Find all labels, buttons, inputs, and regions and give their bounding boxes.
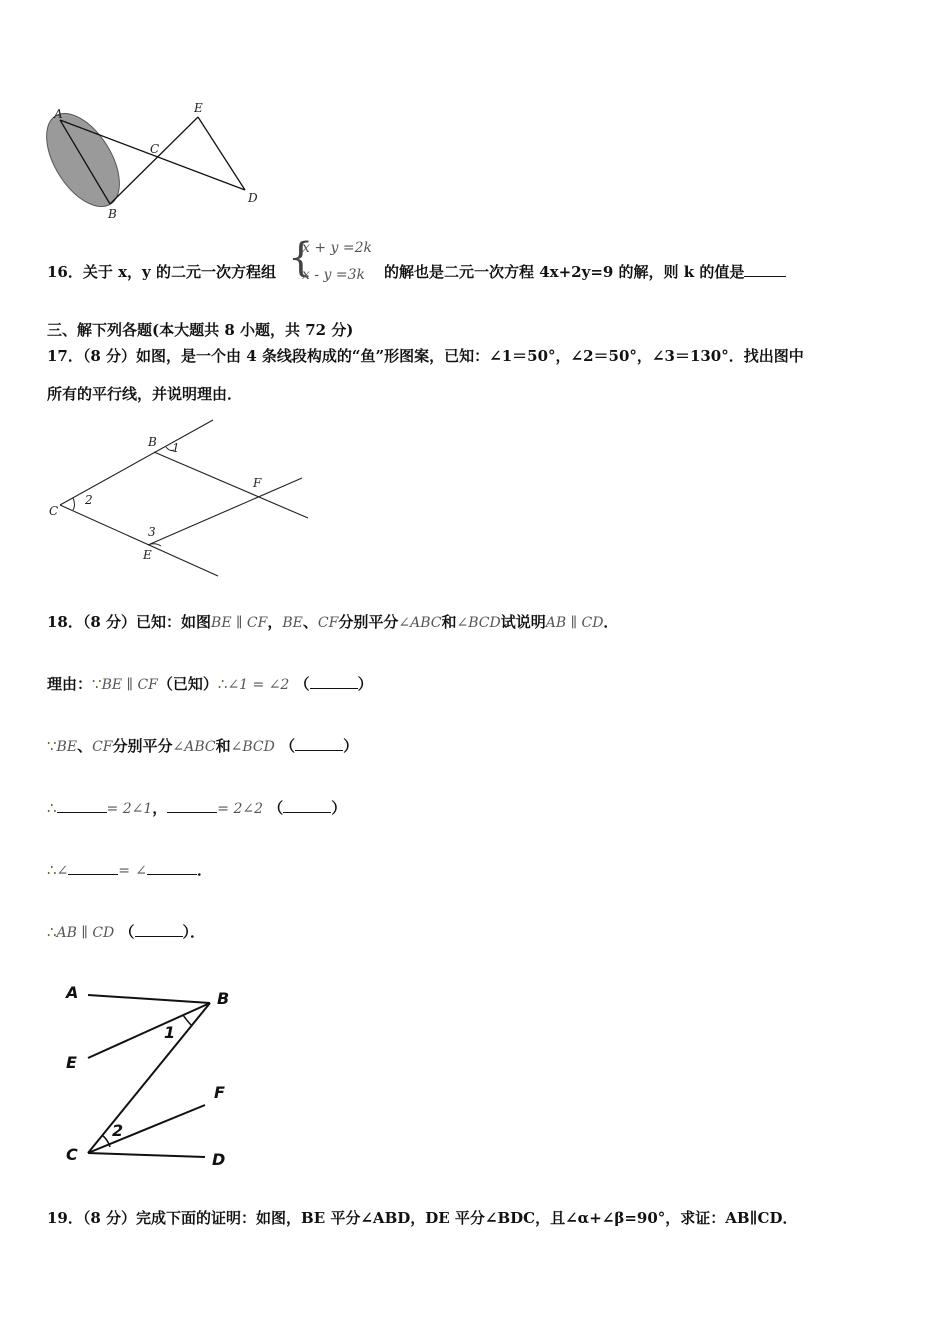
label-angle-2: 2 bbox=[85, 493, 93, 507]
segment-ab bbox=[88, 995, 210, 1003]
label-b: B bbox=[148, 435, 157, 449]
label-b: B bbox=[217, 989, 230, 1008]
q18-prefix: 18．（8 分）已知：如图 bbox=[47, 613, 212, 631]
paren-open: （ bbox=[294, 675, 310, 693]
final-period: ． bbox=[190, 923, 206, 941]
q16-equation-1: x + y =2k bbox=[302, 240, 373, 256]
angle1-eq-angle2: ∠1 = ∠2 bbox=[227, 677, 290, 693]
label-d: D bbox=[248, 191, 258, 205]
label-c: C bbox=[150, 142, 160, 156]
paren-open: （ bbox=[119, 923, 135, 941]
label-c: C bbox=[49, 504, 59, 518]
q18-angle-abc: ∠ABC bbox=[398, 615, 442, 631]
q18-be: BE bbox=[282, 615, 303, 631]
therefore-symbol: ∴ bbox=[217, 675, 228, 693]
q18-comma: ， bbox=[267, 613, 283, 631]
q19-text: 19．（8 分）完成下面的证明：如图，BE 平分∠ABD，DE 平分∠BDC，且∠α+∠β=90°，求证：AB∥CD． bbox=[47, 1209, 798, 1227]
dot: ． bbox=[196, 861, 212, 879]
therefore-symbol: ∴ bbox=[47, 861, 57, 879]
label-b: B bbox=[108, 207, 117, 221]
q16-text-after-label: 的解也是二元一次方程 4x+2y=9 的解，则 k 的值是 bbox=[384, 263, 745, 281]
equals-sign: = bbox=[118, 863, 131, 879]
paren-open: （ bbox=[268, 799, 284, 817]
eq-2-angle1: = 2∠1 bbox=[106, 801, 153, 817]
because-symbol: ∵ bbox=[47, 737, 57, 755]
cf-label: CF bbox=[92, 739, 113, 755]
ab-parallel-cd: AB ∥ CD bbox=[56, 925, 115, 941]
label-angle-2: 2 bbox=[112, 1121, 124, 1140]
label-d: D bbox=[212, 1150, 226, 1169]
reason-label: 理由： bbox=[47, 675, 93, 693]
q18-split: 分别平分 bbox=[338, 613, 399, 631]
comma-sep: ， bbox=[152, 799, 168, 817]
be-label: BE bbox=[56, 739, 78, 755]
paren-open: （ bbox=[280, 737, 296, 755]
dun-sep: 、 bbox=[77, 737, 93, 755]
paren-close: ） bbox=[331, 799, 347, 817]
label-e: E bbox=[66, 1053, 77, 1072]
label-angle-1: 1 bbox=[164, 1023, 176, 1042]
known-note: （已知） bbox=[157, 675, 218, 693]
label-angle-3: 3 bbox=[148, 525, 156, 539]
be-parallel-cf: BE ∥ CF bbox=[101, 677, 158, 693]
angle-arc-1 bbox=[183, 1015, 192, 1026]
label-e: E bbox=[194, 101, 203, 115]
section-title: 三、解下列各题(本大题共 8 小题，共 72 分) bbox=[47, 321, 354, 339]
q18-angle-bcd: ∠BCD bbox=[456, 615, 501, 631]
and-text: 和 bbox=[215, 737, 231, 755]
therefore-symbol: ∴ bbox=[47, 799, 57, 817]
q18-be-parallel-cf: BE ∥ CF bbox=[211, 615, 268, 631]
segment-cf bbox=[88, 1105, 205, 1153]
angle-bcd: ∠BCD bbox=[230, 739, 275, 755]
segment-be bbox=[88, 1003, 210, 1058]
label-c: C bbox=[66, 1145, 78, 1164]
equation-brace: { bbox=[288, 235, 314, 281]
split-text: 分别平分 bbox=[112, 737, 173, 755]
q18-and: 和 bbox=[441, 613, 457, 631]
q17-line-2: 所有的平行线，并说明理由． bbox=[47, 385, 243, 403]
label-angle-1: 1 bbox=[172, 441, 180, 455]
segment-cd bbox=[88, 1153, 205, 1157]
label-a: A bbox=[54, 107, 63, 121]
label-f: F bbox=[214, 1083, 225, 1102]
q18-period: ． bbox=[603, 613, 619, 631]
angle-abc: ∠ABC bbox=[172, 739, 216, 755]
label-a: A bbox=[66, 983, 79, 1002]
q18-dun: 、 bbox=[302, 613, 318, 631]
q16-equation-2: x - y =3k bbox=[302, 267, 366, 283]
q17-line-1: 17．（8 分）如图，是一个由 4 条线段构成的“鱼”形图案，已知：∠1＝50°，∠2＝50°，∠3＝130°．找出图中 bbox=[47, 347, 804, 365]
q18-cf: CF bbox=[317, 615, 339, 631]
q18-ab-parallel-cd: AB ∥ CD bbox=[545, 615, 604, 631]
label-e: E bbox=[143, 548, 152, 562]
angle-symbol-1: ∠ bbox=[56, 863, 69, 879]
paren-close: ） bbox=[182, 923, 191, 941]
therefore-symbol: ∴ bbox=[47, 923, 57, 941]
paren-close: ） bbox=[343, 737, 359, 755]
eq-2-angle2: = 2∠2 bbox=[217, 801, 264, 817]
paren-close: ） bbox=[357, 675, 373, 693]
q16-text-before: 16．关于 x，y 的二元一次方程组 bbox=[47, 263, 276, 281]
q18-explain: 试说明 bbox=[500, 613, 546, 631]
because-symbol: ∵ bbox=[92, 675, 102, 693]
label-f: F bbox=[253, 476, 262, 490]
angle-symbol-2: ∠ bbox=[135, 863, 147, 879]
